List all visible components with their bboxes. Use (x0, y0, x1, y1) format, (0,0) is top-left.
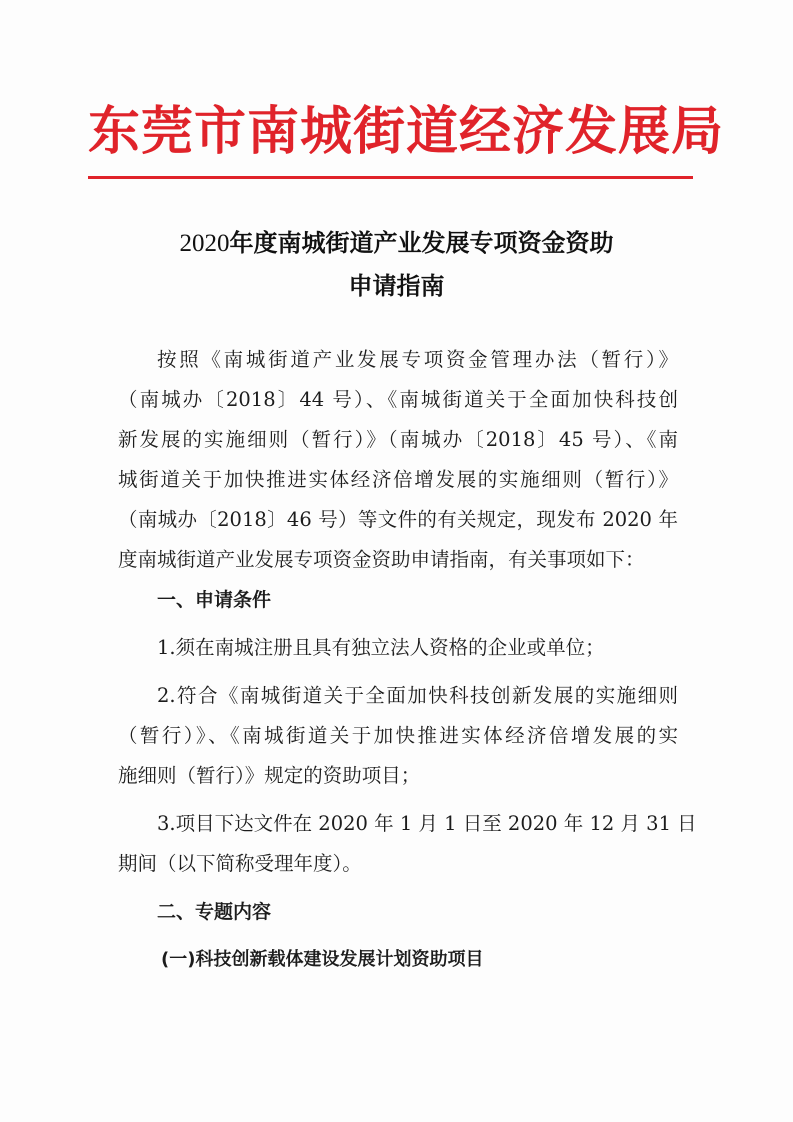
document-title-line-1 (80, 222, 713, 265)
section-1-heading: 一、申请条件 (157, 589, 272, 611)
condition-item-3-line: 期间（以下简称受理年度）。 (118, 852, 362, 875)
document-title-line-1-text: 年度南城街道产业发展专项资金资助 (229, 229, 614, 257)
intro-line: 新发展的实施细则（暂行）》（南城办〔2018〕45 号）、《南 (118, 428, 678, 451)
condition-item-2-line: （暂行）》、《南城街道关于加快推进实体经济倍增发展的实 (118, 724, 678, 747)
document-body (118, 340, 697, 980)
intro-line: （南城办〔2018〕46 号）等文件的有关规定，现发布 2020 年 (118, 508, 678, 531)
condition-item-3-line: 3.项目下达文件在 2020 年 1 月 1 日至 2020 年 12 月 31 日 (157, 812, 697, 835)
section-2-subheading: (一)科技创新载体建设发展计划资助项目 (161, 949, 484, 970)
intro-line: 按照《南城街道产业发展专项资金管理办法（暂行）》 (157, 348, 678, 371)
masthead-red-rule (88, 176, 693, 179)
intro-line: 度南城街道产业发展专项资金资助申请指南，有关事项如下： (118, 548, 645, 571)
document-title-year: 2020 (179, 230, 230, 257)
condition-item-2-line: 2.符合《南城街道关于全面加快科技创新发展的实施细则 (157, 684, 678, 707)
section-2-heading: 二、专题内容 (157, 901, 272, 923)
condition-item-1: 1.须在南城注册且具有独立法人资格的企业或单位； (157, 636, 605, 659)
intro-line: （南城办〔2018〕44 号）、《南城街道关于全面加快科技创 (118, 388, 678, 411)
condition-item-2-line: 施细则（暂行）》规定的资助项目； (118, 764, 421, 787)
document-title (80, 222, 713, 307)
issuer-masthead: 东莞市南城街道经济发展局 (88, 101, 725, 162)
document-title-line-2: 申请指南 (348, 272, 445, 300)
intro-line: 城街道关于加快推进实体经济倍增发展的实施细则（暂行）》 (118, 468, 678, 491)
